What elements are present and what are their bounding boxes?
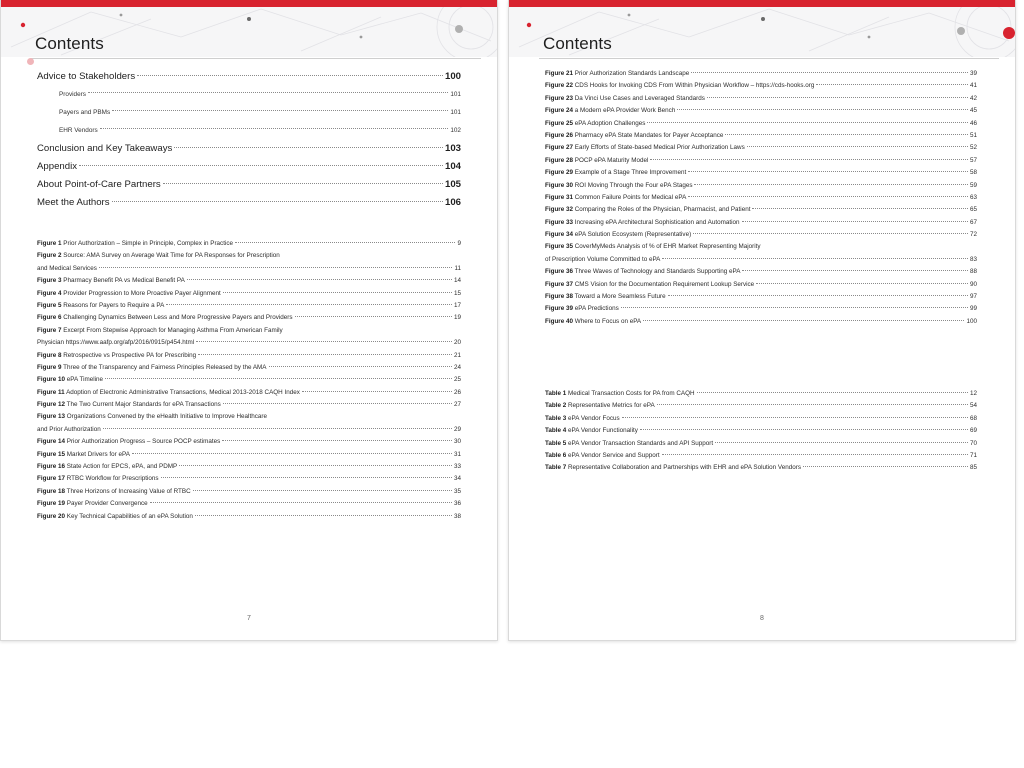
entry-page: 59 xyxy=(969,181,977,189)
toc-entry[interactable] xyxy=(37,140,461,158)
entry-number: Figure 4 xyxy=(37,289,62,297)
leader-dots xyxy=(235,242,455,243)
entry-title: CDS Hooks for Invoking CDS From Within Physician Workflow – https://cds-hooks.org xyxy=(574,82,815,90)
leader-dots xyxy=(756,283,968,284)
header-accent-bar xyxy=(509,0,1015,7)
entry-title: a Modern ePA Provider Work Bench xyxy=(574,107,676,115)
leader-dots xyxy=(137,75,443,76)
entry-page: 71 xyxy=(969,451,977,459)
entry-title: Prior Authorization Standards Landscape xyxy=(574,70,690,77)
title-rule xyxy=(539,58,999,59)
toc-entry[interactable] xyxy=(37,473,461,485)
entry-number: Figure 17 xyxy=(37,475,65,483)
entry-page: 35 xyxy=(453,487,461,495)
entry-page: 63 xyxy=(969,193,977,201)
leader-dots xyxy=(803,466,968,467)
list-of-tables xyxy=(545,388,977,475)
leader-dots xyxy=(100,128,449,129)
entry-number: Figure 11 xyxy=(37,388,65,396)
toc-entry-continuation[interactable] xyxy=(37,424,461,436)
toc-entry[interactable] xyxy=(545,93,977,105)
entry-page: 9 xyxy=(457,240,461,247)
toc-entry[interactable] xyxy=(545,105,977,117)
entry-number: Figure 29 xyxy=(545,169,573,177)
entry-title: CMS Vision for the Documentation Requirement Lookup Service xyxy=(574,280,755,288)
entry-title: Market Drivers for ePA xyxy=(66,450,130,458)
entry-number: Figure 1 xyxy=(37,240,62,247)
toc-entry[interactable] xyxy=(545,388,977,400)
toc-entry-page: 105 xyxy=(444,179,461,190)
toc-entry[interactable] xyxy=(545,68,977,80)
leader-dots xyxy=(223,292,452,293)
toc-entry[interactable] xyxy=(37,325,461,337)
entry-page: 90 xyxy=(969,280,977,288)
entry-number: Figure 34 xyxy=(545,231,573,239)
toc-entry[interactable] xyxy=(37,399,461,411)
leader-dots xyxy=(742,270,968,271)
toc-entry[interactable] xyxy=(37,362,461,374)
leader-dots xyxy=(166,304,452,305)
leader-dots xyxy=(174,147,443,148)
toc-entry[interactable] xyxy=(37,288,461,300)
leader-dots xyxy=(742,221,968,222)
entry-title: Payer Provider Convergence xyxy=(66,500,148,508)
toc-entry[interactable] xyxy=(37,194,461,212)
leader-dots xyxy=(816,84,968,85)
title-rule xyxy=(31,58,481,59)
leader-dots xyxy=(187,279,452,280)
entry-page: 69 xyxy=(969,427,977,435)
entry-page: 88 xyxy=(969,268,977,276)
entry-page: 17 xyxy=(453,301,461,309)
leader-dots xyxy=(179,465,452,466)
entry-title: Organizations Convened by the eHealth Initiative to Improve Healthcare xyxy=(66,413,267,421)
entry-title: State Action for EPCS, ePA, and PDMP xyxy=(66,463,178,471)
toc-entry[interactable] xyxy=(545,118,977,130)
entry-number: Table 3 xyxy=(545,414,567,422)
toc-entry-page: 100 xyxy=(444,71,461,82)
toc-entry[interactable] xyxy=(545,155,977,167)
entry-number: Figure 40 xyxy=(545,317,573,325)
toc-entry-page: 103 xyxy=(444,143,461,154)
toc-entry-label: Meet the Authors xyxy=(37,197,110,208)
entry-page: 33 xyxy=(453,463,461,471)
entry-number: Figure 14 xyxy=(37,438,65,446)
toc-entry[interactable] xyxy=(37,387,461,399)
toc-entry[interactable] xyxy=(37,300,461,312)
entry-title: Reasons for Payers to Require a PA xyxy=(63,301,165,309)
entry-title: Key Technical Capabilities of an ePA Solution xyxy=(66,512,193,520)
entry-title: ePA Timeline xyxy=(66,376,104,384)
entry-number: Figure 32 xyxy=(545,206,573,214)
entry-title: Three Waves of Technology and Standards Supporting ePA xyxy=(574,268,741,276)
leader-dots xyxy=(103,428,452,429)
entry-page: 100 xyxy=(966,317,977,325)
toc-entry[interactable] xyxy=(545,425,977,437)
entry-number: Figure 15 xyxy=(37,450,65,458)
entry-page: 11 xyxy=(454,264,461,272)
entry-page: 12 xyxy=(969,390,977,397)
entry-number: Figure 5 xyxy=(37,301,62,309)
entry-number: Figure 10 xyxy=(37,376,65,384)
entry-title: Where to Focus on ePA xyxy=(574,317,642,325)
leader-dots xyxy=(198,354,452,355)
toc-entry[interactable] xyxy=(545,167,977,179)
entry-page: 45 xyxy=(969,107,977,115)
entry-number: Figure 12 xyxy=(37,401,65,409)
toc-entry[interactable] xyxy=(545,241,977,253)
entry-number: Figure 38 xyxy=(545,293,573,301)
leader-dots xyxy=(752,208,968,209)
leader-dots xyxy=(640,429,968,430)
entry-page: 54 xyxy=(969,402,977,410)
entry-title: Common Failure Points for Medical ePA xyxy=(574,193,687,201)
entry-number: Table 4 xyxy=(545,427,567,435)
toc-entry[interactable] xyxy=(545,413,977,425)
leader-dots xyxy=(621,307,968,308)
entry-page: 14 xyxy=(453,277,461,285)
page-title: Contents xyxy=(35,34,104,53)
toc-entry[interactable] xyxy=(37,275,461,287)
entry-number: Figure 23 xyxy=(545,94,573,102)
entry-page: 30 xyxy=(453,438,461,446)
entry-number: Figure 27 xyxy=(545,144,573,152)
leader-dots xyxy=(650,159,968,160)
leader-dots xyxy=(677,109,968,110)
toc-entry[interactable] xyxy=(545,204,977,216)
list-of-figures xyxy=(545,68,977,328)
entry-page: 65 xyxy=(969,206,977,214)
toc-entry[interactable] xyxy=(545,450,977,462)
toc-entry[interactable] xyxy=(37,411,461,423)
entry-number: Table 5 xyxy=(545,439,567,447)
entry-page: 42 xyxy=(969,94,977,102)
entry-title: ePA Vendor Focus xyxy=(567,414,620,422)
toc-entry[interactable] xyxy=(545,438,977,450)
entry-number: Figure 33 xyxy=(545,218,573,226)
entry-page: 20 xyxy=(453,339,461,347)
document-page-right xyxy=(508,0,1016,641)
entry-title-cont: Physician https://www.aafp.org/afp/2016/0915/p454.html xyxy=(37,339,195,347)
entry-number: Figure 24 xyxy=(545,107,573,115)
leader-dots xyxy=(269,366,452,367)
toc-entry[interactable] xyxy=(37,312,461,324)
toc-entry[interactable] xyxy=(545,229,977,241)
leader-dots xyxy=(195,515,452,516)
toc-entry-page: 104 xyxy=(444,161,461,172)
leader-dots xyxy=(747,146,968,147)
entry-number: Figure 13 xyxy=(37,413,65,421)
leader-dots xyxy=(196,341,452,342)
entry-number: Figure 19 xyxy=(37,500,65,508)
leader-dots xyxy=(715,442,968,443)
entry-number: Table 1 xyxy=(545,390,567,397)
entry-page: 57 xyxy=(969,156,977,164)
leader-dots xyxy=(688,171,968,172)
entry-page: 51 xyxy=(969,131,977,139)
entry-page: 58 xyxy=(969,169,977,177)
entry-number: Figure 39 xyxy=(545,305,573,313)
entry-page: 34 xyxy=(453,475,461,483)
accent-dot xyxy=(27,58,34,65)
leader-dots xyxy=(622,417,968,418)
leader-dots xyxy=(302,391,452,392)
entry-number: Figure 18 xyxy=(37,487,65,495)
entry-number: Figure 8 xyxy=(37,351,62,359)
toc-entry-label: Advice to Stakeholders xyxy=(37,71,136,82)
entry-title: Representative Metrics for ePA xyxy=(567,402,655,410)
leader-dots xyxy=(295,316,452,317)
entry-page: 68 xyxy=(969,414,977,422)
leader-dots xyxy=(79,165,443,166)
toc-entry[interactable] xyxy=(37,176,461,194)
entry-page: 19 xyxy=(453,314,461,322)
entry-number: Table 7 xyxy=(545,464,567,472)
leader-dots xyxy=(662,454,968,455)
toc-entry-label: EHR Vendors xyxy=(59,127,98,134)
toc-entry[interactable] xyxy=(545,462,977,474)
entry-title: Retrospective vs Prospective PA for Prescribing xyxy=(63,351,197,359)
toc-entry[interactable] xyxy=(37,238,461,250)
toc-section-list xyxy=(37,68,461,212)
entry-number: Figure 31 xyxy=(545,193,573,201)
entry-title: Representative Collaboration and Partnerships with EHR and ePA Solution Vendors xyxy=(567,464,801,472)
page-number: 7 xyxy=(247,615,251,622)
leader-dots xyxy=(222,440,452,441)
entry-number: Figure 21 xyxy=(545,70,573,77)
page-number: 8 xyxy=(760,615,764,622)
entry-title-cont: and Medical Services xyxy=(37,264,97,272)
leader-dots xyxy=(193,490,452,491)
entry-page: 52 xyxy=(969,144,977,152)
entry-number: Figure 30 xyxy=(545,181,573,189)
entry-page: 29 xyxy=(453,425,461,433)
entry-title: Three of the Transparency and Fairness Principles Released by the AMA xyxy=(63,363,267,371)
leader-dots xyxy=(99,267,453,268)
entry-title: Challenging Dynamics Between Less and More Progressive Payers and Providers xyxy=(63,314,293,322)
entry-title: Toward a More Seamless Future xyxy=(574,293,666,301)
entry-title: Medical Transaction Costs for PA from CAQH xyxy=(567,390,695,397)
entry-number: Figure 37 xyxy=(545,280,573,288)
toc-entry[interactable] xyxy=(545,142,977,154)
toc-entry[interactable] xyxy=(37,68,461,86)
entry-page: 97 xyxy=(969,293,977,301)
leader-dots xyxy=(691,72,968,73)
toc-entry[interactable] xyxy=(37,86,461,104)
entry-page: 21 xyxy=(453,351,461,359)
leader-dots xyxy=(697,392,968,393)
entry-number: Figure 25 xyxy=(545,119,573,127)
entry-number: Table 2 xyxy=(545,402,567,410)
toc-entry-page: 101 xyxy=(450,109,461,116)
entry-title: Prior Authorization – Simple in Principle, Complex in Practice xyxy=(63,240,233,247)
leader-dots xyxy=(688,196,968,197)
toc-entry[interactable] xyxy=(37,250,461,262)
entry-number: Figure 2 xyxy=(37,252,62,260)
entry-page: 41 xyxy=(969,82,977,90)
leader-dots xyxy=(112,110,448,111)
entry-title: Da Vinci Use Cases and Leveraged Standards xyxy=(574,94,705,102)
entry-page: 25 xyxy=(453,376,461,384)
entry-title: Pharmacy Benefit PA vs Medical Benefit PA xyxy=(63,277,185,285)
toc-entry[interactable] xyxy=(37,461,461,473)
header-accent-bar xyxy=(1,0,497,7)
toc-entry[interactable] xyxy=(37,374,461,386)
leader-dots xyxy=(88,92,448,93)
toc-entry[interactable] xyxy=(545,80,977,92)
leader-dots xyxy=(694,184,968,185)
leader-dots xyxy=(132,453,452,454)
toc-entry[interactable] xyxy=(545,180,977,192)
entry-number: Figure 28 xyxy=(545,156,573,164)
leader-dots xyxy=(105,378,452,379)
toc-entry[interactable] xyxy=(37,511,461,523)
toc-entry[interactable] xyxy=(37,498,461,510)
entry-number: Figure 9 xyxy=(37,363,62,371)
toc-entry[interactable] xyxy=(545,266,977,278)
entry-title: ePA Vendor Functionality xyxy=(567,427,638,435)
list-of-figures xyxy=(37,238,461,523)
entry-title: ePA Solution Ecosystem (Representative) xyxy=(574,231,692,239)
document-page-left xyxy=(0,0,498,641)
entry-page: 38 xyxy=(453,512,461,520)
entry-page: 83 xyxy=(969,255,977,263)
toc-entry[interactable] xyxy=(545,130,977,142)
leader-dots xyxy=(643,320,964,321)
entry-title: Three Horizons of Increasing Value of RTBC xyxy=(66,487,191,495)
leader-dots xyxy=(163,183,443,184)
entry-number: Figure 26 xyxy=(545,131,573,139)
entry-page: 39 xyxy=(969,70,977,77)
entry-title: ePA Predictions xyxy=(574,305,619,313)
toc-entry-continuation[interactable] xyxy=(37,263,461,275)
entry-title: Adoption of Electronic Administrative Transactions, Medical 2013-2018 CAQH Index xyxy=(66,388,300,396)
toc-entry[interactable] xyxy=(37,486,461,498)
toc-entry[interactable] xyxy=(545,217,977,229)
entry-title: ePA Vendor Service and Support xyxy=(567,451,660,459)
entry-page: 26 xyxy=(453,388,461,396)
toc-entry-label: Conclusion and Key Takeaways xyxy=(37,143,173,154)
toc-entry[interactable] xyxy=(545,400,977,412)
leader-dots xyxy=(668,295,968,296)
leader-dots xyxy=(150,502,452,503)
toc-entry-page: 106 xyxy=(444,197,461,208)
entry-title: POCP ePA Maturity Model xyxy=(574,156,649,164)
entry-title: ROI Moving Through the Four ePA Stages xyxy=(574,181,693,189)
entry-page: 99 xyxy=(969,305,977,313)
entry-page: 72 xyxy=(969,231,977,239)
toc-entry-page: 101 xyxy=(450,91,461,98)
toc-entry[interactable] xyxy=(37,350,461,362)
entry-number: Figure 35 xyxy=(545,243,573,251)
entry-title: Provider Progression to More Proactive Payer Alignment xyxy=(63,289,221,297)
leader-dots xyxy=(725,134,968,135)
toc-entry[interactable] xyxy=(545,279,977,291)
entry-title: Early Efforts of State-based Medical Prior Authorization Laws xyxy=(574,144,745,152)
leader-dots xyxy=(662,258,968,259)
entry-page: 46 xyxy=(969,119,977,127)
entry-page: 31 xyxy=(453,450,461,458)
toc-entry-label: About Point-of-Care Partners xyxy=(37,179,161,190)
entry-page: 70 xyxy=(969,439,977,447)
leader-dots xyxy=(707,97,968,98)
toc-entry-label: Providers xyxy=(59,91,86,98)
toc-entry[interactable] xyxy=(37,436,461,448)
entry-title: Source: AMA Survey on Average Wait Time for PA Responses for Prescription xyxy=(63,252,280,260)
leader-dots xyxy=(657,404,968,405)
toc-entry[interactable] xyxy=(37,158,461,176)
entry-number: Figure 20 xyxy=(37,512,65,520)
entry-title: Excerpt From Stepwise Approach for Managing Asthma From American Family xyxy=(63,326,283,334)
leader-dots xyxy=(112,201,443,202)
entry-title: ePA Vendor Transaction Standards and API Support xyxy=(567,439,714,447)
entry-title-cont: and Prior Authorization xyxy=(37,425,101,433)
entry-title: Example of a Stage Three Improvement xyxy=(574,169,687,177)
entry-page: 36 xyxy=(453,500,461,508)
entry-title: ePA Adoption Challenges xyxy=(574,119,646,127)
entry-title: Comparing the Roles of the Physician, Pharmacist, and Patient xyxy=(574,206,751,214)
entry-title: Prior Authorization Progress – Source POCP estimates xyxy=(66,438,221,446)
leader-dots xyxy=(161,477,452,478)
entry-page: 15 xyxy=(453,289,461,297)
toc-entry-label: Appendix xyxy=(37,161,78,172)
entry-page: 27 xyxy=(453,401,461,409)
entry-title: The Two Current Major Standards for ePA Transactions xyxy=(66,401,221,409)
entry-title-cont: of Prescription Volume Committed to ePA xyxy=(545,255,661,263)
entry-number: Figure 36 xyxy=(545,268,573,276)
entry-number: Figure 16 xyxy=(37,463,65,471)
entry-number: Figure 22 xyxy=(545,82,573,90)
entry-page: 67 xyxy=(969,218,977,226)
toc-entry-continuation[interactable] xyxy=(37,337,461,349)
toc-entry-page: 102 xyxy=(450,127,461,134)
entry-page: 85 xyxy=(969,464,977,472)
toc-entry[interactable] xyxy=(545,192,977,204)
toc-entry-continuation[interactable] xyxy=(545,254,977,266)
page-title: Contents xyxy=(543,34,612,53)
leader-dots xyxy=(647,122,968,123)
entry-title: RTBC Workflow for Prescriptions xyxy=(66,475,159,483)
toc-entry[interactable] xyxy=(545,291,977,303)
toc-entry[interactable] xyxy=(37,122,461,140)
entry-title: CoverMyMeds Analysis of % of EHR Market Representing Majority xyxy=(574,243,761,251)
leader-dots xyxy=(693,233,968,234)
entry-number: Figure 7 xyxy=(37,326,62,334)
toc-entry[interactable] xyxy=(545,303,977,315)
toc-entry[interactable] xyxy=(37,104,461,122)
entry-title: Pharmacy ePA State Mandates for Payer Acceptance xyxy=(574,131,724,139)
entry-title: Increasing ePA Architectural Sophistication and Automation xyxy=(574,218,740,226)
entry-number: Figure 3 xyxy=(37,277,62,285)
toc-entry-label: Payers and PBMs xyxy=(59,109,111,116)
leader-dots xyxy=(223,403,452,404)
toc-entry[interactable] xyxy=(37,449,461,461)
entry-number: Table 6 xyxy=(545,451,567,459)
entry-page: 24 xyxy=(453,363,461,371)
toc-entry[interactable] xyxy=(545,316,977,328)
entry-number: Figure 6 xyxy=(37,314,62,322)
